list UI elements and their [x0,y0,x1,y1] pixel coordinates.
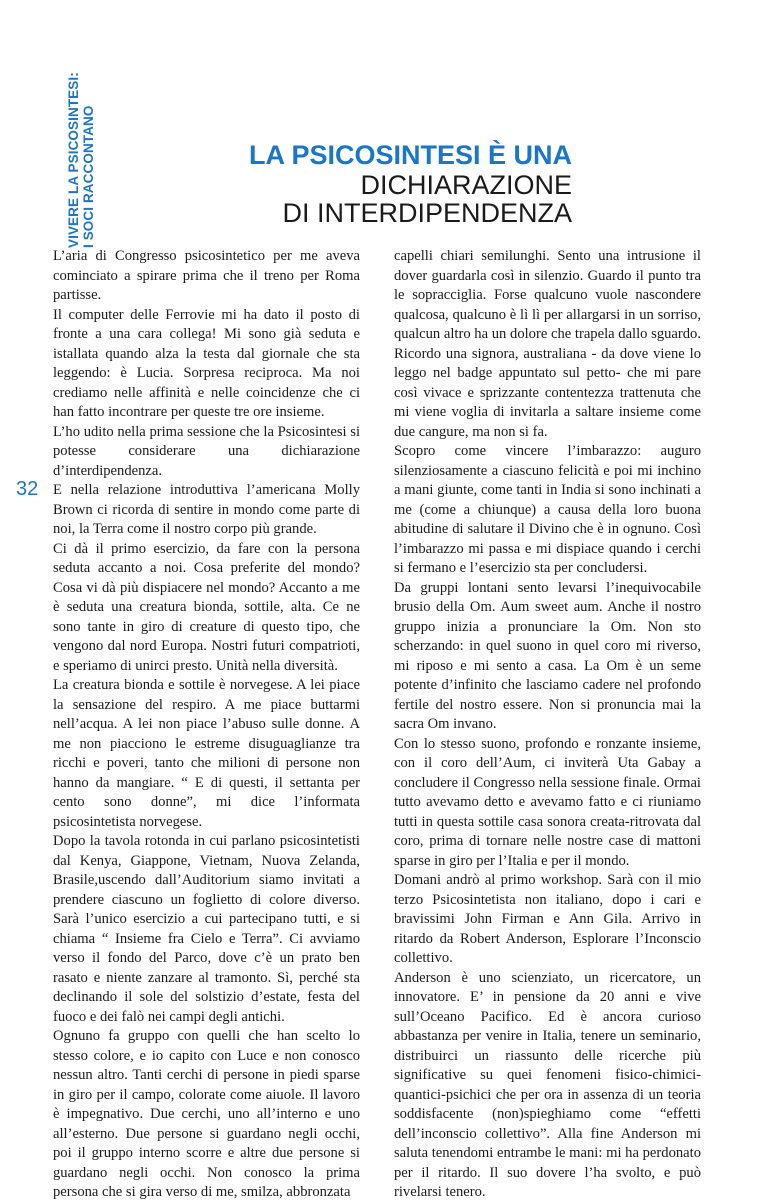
article-title [249,140,572,227]
paragraph: L’ho udito nella prima sessione che la Psicosintesi si potesse considerare una dichiarazione d’interdipendenza. [53,423,360,479]
paragraph: Scopro come vincere l’imbarazzo: auguro silenziosamente a ciascuno felicità e poi mi inchino a mani giunte, come tanti in India si sono inchinati a me (come a chiunque) a causa della loro buona abitudine di salutare il Divino che è in ognuno. Così l’imbarazzo mi passa e mi dispiace quando i cerchi si fermano e l’esercizio sta per concludersi. [394,443,701,576]
paragraph: Ci dà il primo esercizio, da fare con la persona seduta accanto a noi. Cosa preferite del mondo? Cosa vi dà più dispiacere nel mondo? Accanto a me è seduta una creatura bionda, sottile, alta. Ce ne sono tante in giro di creature di questo tipo, che vengono dal nord Europa. Nostri futuri compatrioti, e speriamo di unirci presto. Unità nella diversità. [53,540,360,674]
section-label-line2: I SOCI RACCONTANO [81,105,96,248]
left-column [53,247,360,1203]
paragraph: La creatura bionda e sottile è norvegese. A lei piace la sensazione del respiro. A me piace buttarmi nell’acqua. A lei non piace l’abuso sulle donne. A me non piacciono le estreme disuguaglianze tra ricchi e poveri, tanto che milioni di persone non hanno da mangiare. “ E di questi, il settanta per cento sono donne”, mi dice l’informata psicosintetista norvegese. [53,677,360,830]
paragraph: Ognuno fa gruppo con quelli che han scelto lo stesso colore, e io capito con Luce e non conosco nessun altro. Tanti cerchi di persone in piedi sparse in giro per il campo, colorate come aiuole. Il lavoro è impegnativo. Due cerchi, uno all’interno e uno all’esterno. Due persone si guardano negli occhi, poi il gruppo interno scorre e altre due persone si guardano negli occhi. Non conosco la prima persona che si gira verso di me, smilza, abbronzata [53,1028,360,1200]
title-line3: DI INTERDIPENDENZA [282,198,572,228]
section-label-line1: VIVERE LA PSICOSINTESI: [66,72,81,248]
section-label [66,72,96,248]
title-line2: DICHIARAZIONE [360,170,572,200]
paragraph: Dopo la tavola rotonda in cui parlano psicosintetisti dal Kenya, Giappone, Vietnam, Nuova Zelanda, Brasile,uscendo dall’Auditorium siamo invitati a prendere ciascuno un foglietto di colore diverso. Sarà l’unico esercizio a cui partecipano tutti, e si chiama “ Insieme fra Cielo e Terra”. Ci avviamo verso il fondo del Parco, dove c’è un prato ben rasato e niente zanzare al tramonto. Sì, perché sta declinando il sole del solstizio d’estate, festa del fuoco e dei falò nei campi degli antichi. [53,833,360,1025]
paragraph: Il computer delle Ferrovie mi ha dato il posto di fronte a una cara collega! Mi sono già seduta e istallata quando alza la testa dal giornale che sta leggendo: è Lucia. Sorpresa reciproca. Ma noi crediamo nelle affinità e nelle coincidenze che ci han fatto incontrare per queste tre ore insieme. [53,306,360,420]
title-line1: LA PSICOSINTESI È UNA [248,140,572,170]
paragraph: Con lo stesso suono, profondo e ronzante insieme, con il coro dell’Aum, ci inviterà Uta Gabay a concludere il Congresso nella sessione finale. Ormai tutto avevamo detto e avevamo fatto e ci riuniamo tutti in questa sottile casa sonora creata-ritrovata dal coro, prima di tornare nelle nostre case di mattoni sparse in giro per l’Italia e per il mondo. [394,735,701,869]
paragraph: capelli chiari semilunghi. Sento una intrusione il dover guardarla così in silenzio. Guardo il punto tra le sopracciglia. Forse qualcuno vuole nascondere qualcosa, qualcuno è lì lì per allargarsi in un sorriso, qualcun altro ha un dolore che trapela dallo sguardo. Ricordo una signora, australiana - da dove viene lo leggo nel badge appuntato sul petto- che mi pare così vivace e sprizzante contentezza trattenuta che mi viene voglia di invitarla a saltare insieme come due cangure, ma non si fa. [394,248,701,440]
paragraph: L’aria di Congresso psicosintetico per me aveva cominciato a spirare prima che il treno per Roma partisse. [53,248,360,303]
paragraph: Domani andrò al primo workshop. Sarà con il mio terzo Psicosintetista non italiano, dopo i cari e bravissimi John Firman e Ann Gila. Arrivo in ritardo da Robert Anderson, Esplorare l’Inconscio collettivo. [394,872,701,966]
paragraph: Anderson è uno scienziato, un ricercatore, un innovatore. E’ in pensione da 20 anni e vive sull’Oceano Pacifico. Ed è ancora curioso abbastanza per venire in Italia, tenere un seminario, distribuirci un riassunto delle ricerche più significative su quei fenomeni fisico-chimici-quantici-psichici che per ora in assenza di un teoria soddisfacente (non)spieghiamo come “effetti dell’inconscio collettivo”. Alla fine Anderson mi saluta tenendomi entrambe le mani: mi ha perdonato per il ritardo. Il suo dovere l’ha svolto, e può rivelarsi tenero. [394,969,701,1200]
page-number: 32 [16,478,39,500]
paragraph: E nella relazione introduttiva l’americana Molly Brown ci ricorda di sentire in mondo come parte di noi, la Terra come il nostro corpo più grande. [53,482,360,537]
right-column [394,247,701,1203]
paragraph: Da gruppi lontani sento levarsi l’inequivocabile brusio della Om. Aum sweet aum. Anche il nostro gruppo inizia a pronunciare la Om. Non sto scherzando: in quel suono in quel coro mi riverso, mi riposo e mi sento a casa. La Om è un seme potente d’infinito che lasciamo cadere nel profondo fertile del nostro essere. Non si pronuncia mai la sacra Om invano. [394,579,701,732]
